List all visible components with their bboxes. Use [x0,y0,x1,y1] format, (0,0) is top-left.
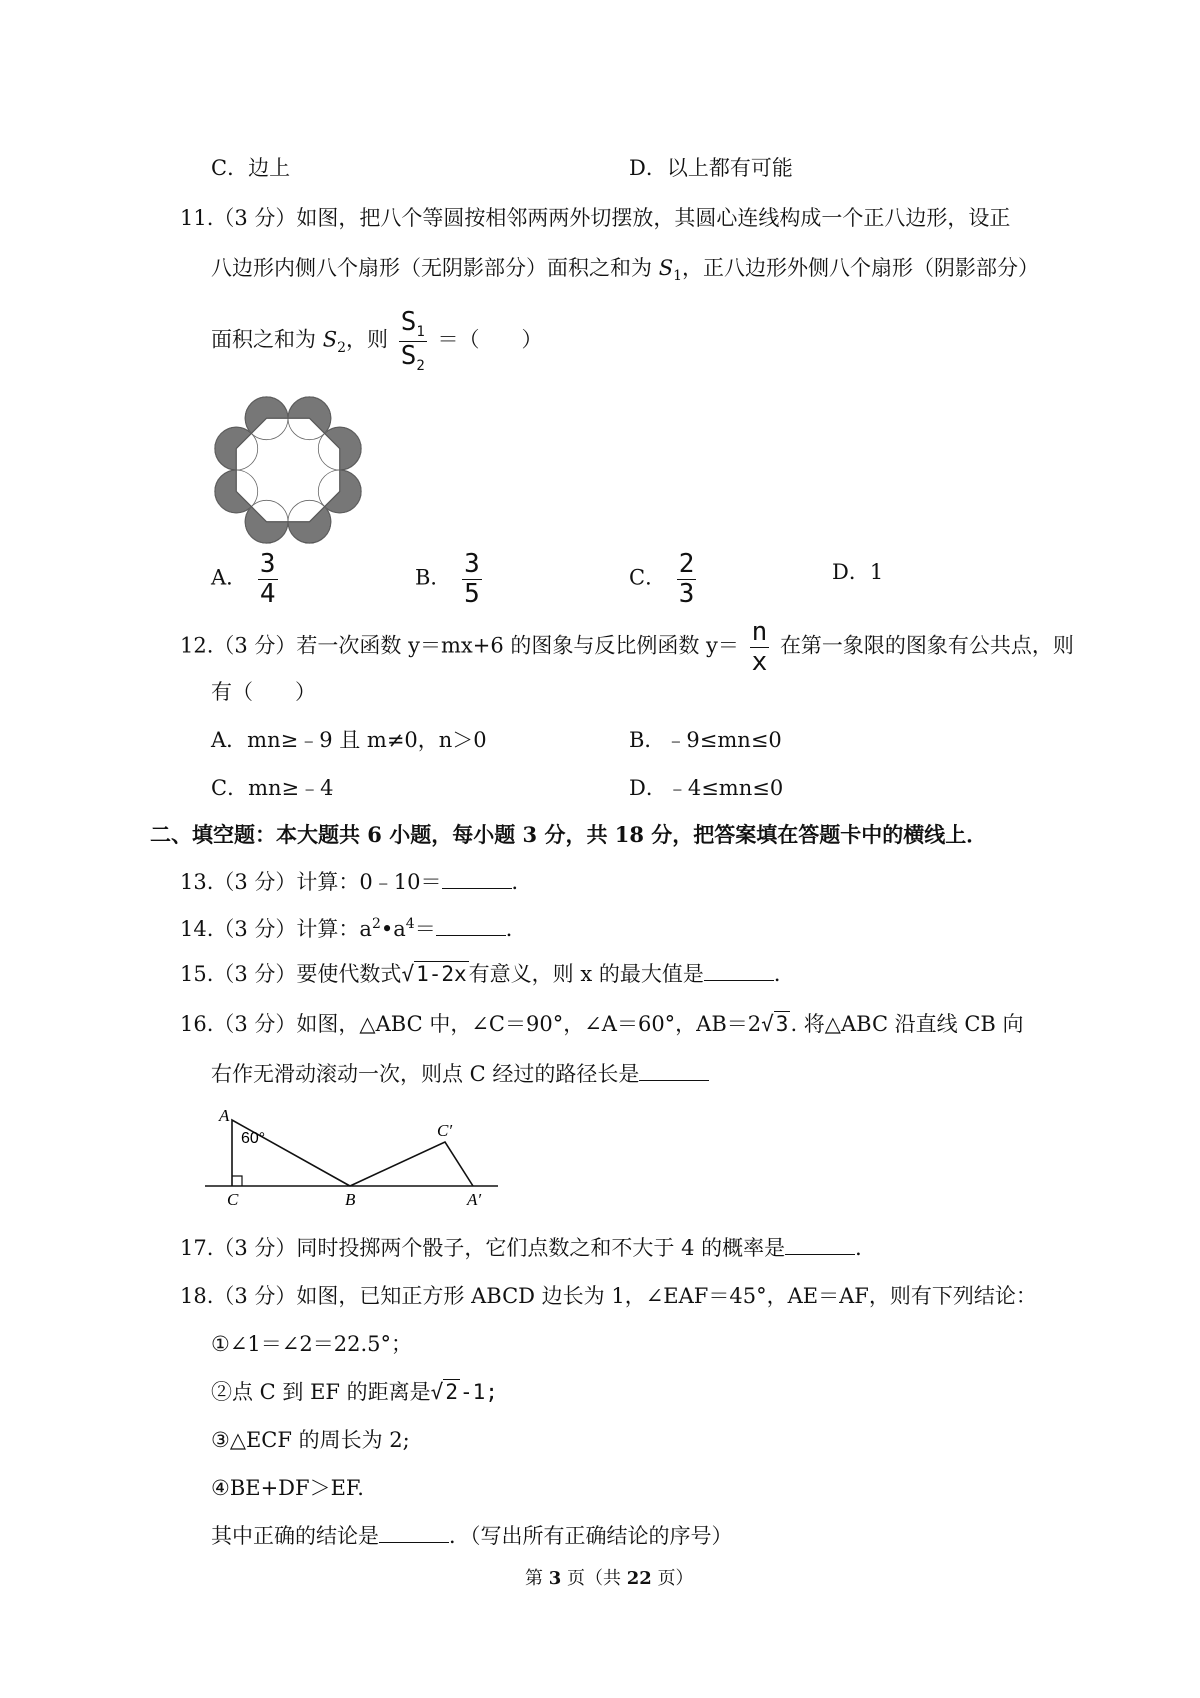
q11-option-b [415,550,486,608]
q16-line2a: 右作无滑动滚动一次，则点 C 经过的路径长是 [211,1062,640,1086]
q11-line1: 11.（3 分）如图，把八个等圆按相邻两两外切摆放，其圆心连线构成一个正八边形，设正 [180,206,1011,230]
q10-option-d: D．以上都有可能 [629,156,793,180]
q11-line3c: ＝（ ） [437,327,543,352]
q12-option-a: A．mn≥﹣9 且 m≠0，n＞0 [211,728,487,752]
q11-s2-sub: 2 [337,339,346,356]
q12-option-b: B．﹣9≤mn≤0 [629,728,782,752]
q11-option-a-num: 3 [259,549,276,579]
q11-s1-sub: 1 [673,268,682,285]
q12-frac-num: n [751,617,768,647]
q18-c2-tail: -1; [459,1380,498,1404]
q11-ratio-fraction [399,308,427,374]
footer-post: 页） [651,1568,694,1589]
q11-option-a-fraction [258,550,278,608]
q16-line1a: 16.（3 分）如图，△ABC 中，∠C＝90°，∠A＝60°，AB＝2 [180,1012,762,1036]
footer-mid: 页（共 [561,1568,627,1589]
q16-triangle-rolled [350,1142,473,1186]
q14-period: ． [505,917,527,941]
q16-label-b: B [345,1190,356,1205]
q14-answer-blank[interactable] [436,917,506,936]
q11-option-c [629,550,700,608]
q11-option-b-fraction [462,550,482,608]
q18-answer-blank[interactable] [379,1524,449,1543]
q18-prompt-post: ．（写出所有正确结论的序号） [449,1524,733,1548]
page-footer [525,1568,694,1590]
q13-answer-blank[interactable] [442,870,512,889]
q14 [180,916,527,942]
q15-mid: 有意义，则 x 的最大值是 [468,962,704,986]
q12-line1a: 12.（3 分）若一次函数 y＝mx+6 的图象与反比例函数 y＝ [180,633,739,658]
q18-conclusion-prompt [211,1524,733,1549]
q16-answer-blank[interactable] [639,1062,709,1081]
q17-answer-blank[interactable] [785,1236,855,1255]
q15-period: ． [773,962,795,986]
q12-line1b: 在第一象限的图象有公共点，则 [779,633,1074,658]
q11-octagon-circles-figure [208,390,368,550]
q14-exp2: 4 [405,916,415,932]
q12-line1 [180,618,1074,676]
q16-label-c-prime: C′ [437,1121,453,1140]
q11-option-c-num: 2 [678,549,695,579]
q11-option-c-fraction [677,550,697,608]
q11-option-b-den: 5 [464,578,480,609]
q14-mid: •a [380,917,406,941]
q12-option-d: D．﹣4≤mn≤0 [629,776,784,800]
q11-ratio-num-sub: 1 [416,324,425,341]
q11-line3a: 面积之和为 [211,327,323,352]
q17-period: ． [855,1236,877,1260]
q11-ratio-den: S [400,340,417,371]
q17-text: 17.（3 分）同时投掷两个骰子，它们点数之和不大于 4 的概率是 [180,1236,786,1260]
q16-label-60: 60° [241,1130,266,1147]
q11-line3b: ，则 [346,327,388,352]
q16-right-angle-mark [232,1176,242,1186]
q15-radicand: 1-2x [416,962,467,986]
q18-c2-text: ②点 C 到 EF 的距离是 [211,1380,431,1404]
q18-line1: 18.（3 分）如图，已知正方形 ABCD 边长为 1，∠EAF＝45°，AE＝AF，则有下列结论： [180,1284,1037,1308]
q15-sqrt: √1-2x [401,962,467,986]
q11-option-a-den: 4 [259,578,276,609]
q16-label-a: A [219,1106,230,1125]
q18-conclusion-1: ①∠1＝∠2＝22.5°； [211,1332,412,1356]
q13-period: ． [511,870,533,894]
q16-rolling-triangle-figure [205,1105,505,1205]
q11-option-a [211,550,282,608]
q16-radicand: 3 [775,1012,789,1036]
q17 [180,1236,876,1261]
q15 [180,962,795,987]
section-2-heading: 二、填空题：本大题共 6 小题，每小题 3 分，共 18 分，把答案填在答题卡中的横线上． [150,822,988,847]
q11-option-b-num: 3 [464,549,480,579]
q18-conclusion-3: ③△ECF 的周长为 2; [211,1428,410,1452]
q11-s1: S [658,256,674,280]
q18-c2-radicand: 2 [445,1380,458,1404]
q11-option-d: D．1 [832,560,884,584]
footer-page-number: 3 [548,1568,562,1589]
q11-s2: S [322,327,338,352]
q18-c2-sqrt: √2 [430,1380,458,1404]
q11-ratio-den-sub: 2 [416,357,425,374]
q18-conclusion-2 [211,1380,498,1405]
q12-line2: 有（ ） [211,680,316,704]
q11-ratio-num: S [400,307,417,337]
q11-line2 [211,256,1039,285]
q11-option-c-label: C． [629,565,667,590]
q13-text: 13.（3 分）计算：0﹣10＝ [180,870,442,894]
q15-text: 15.（3 分）要使代数式 [180,962,402,986]
footer-total-pages: 22 [626,1568,652,1589]
q12-fraction [750,618,770,676]
q10-option-c: C．边上 [211,156,291,180]
q11-option-b-label: B． [415,565,452,590]
q15-answer-blank[interactable] [704,962,774,981]
footer-pre: 第 [525,1568,549,1589]
q18-conclusion-4: ④BE+DF＞EF. [211,1476,364,1500]
q13 [180,870,533,895]
q16-line2 [211,1062,709,1087]
q16-line1 [180,1012,1024,1037]
q11-option-c-den: 3 [678,578,695,609]
q14-text: 14.（3 分）计算：a [180,917,372,941]
q16-label-a-prime: A′ [467,1190,482,1205]
q11-line2b: ，正八边形外侧八个扇形（阴影部分） [682,256,1039,280]
q11-option-a-label: A． [211,565,248,590]
q16-sqrt: √3 [761,1012,789,1036]
q14-exp1: 2 [371,916,381,932]
q16-label-c: C [227,1190,239,1205]
q11-line3 [211,308,542,374]
q12-option-c: C．mn≥﹣4 [211,776,334,800]
q16-line1b: . 将△ABC 沿直线 CB 向 [790,1012,1024,1036]
q12-frac-den: x [751,646,768,677]
q11-line2a: 八边形内侧八个扇形（无阴影部分）面积之和为 [211,256,659,280]
q14-eq: ＝ [414,917,436,941]
q18-prompt-text: 其中正确的结论是 [211,1524,379,1548]
